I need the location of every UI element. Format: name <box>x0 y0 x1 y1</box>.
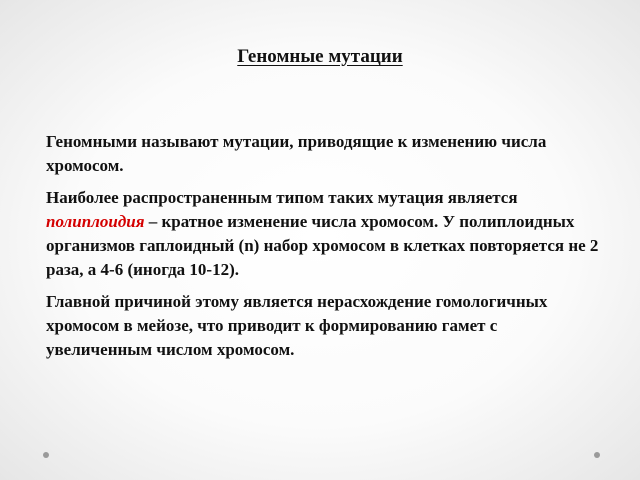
slide-corner-dot-right <box>594 452 600 458</box>
slide-body <box>46 130 606 370</box>
paragraph-polyploidy-rest: – кратное изменение числа хромосом. У полиплоидных организмов гаплоидный (n) набор хромосом в клетках повторяется не 2 раза, а 4-6 (иногда 10-12). <box>46 212 599 279</box>
paragraph-polyploidy <box>46 186 606 282</box>
slide-corner-dot-left <box>43 452 49 458</box>
paragraph-cause: Главной причиной этому является нерасхождение гомологичных хромосом в мейозе, что приводит к формированию гамет с увеличенным числом хромосом. <box>46 292 548 359</box>
slide-title: Геномные мутации <box>237 46 403 67</box>
polyploidy-term: полиплоидия <box>46 212 145 231</box>
paragraph-polyploidy-intro: Наиболее распространенным типом таких мутация является <box>46 188 518 207</box>
paragraph-definition: Геномными называют мутации, приводящие к изменению числа хромосом. <box>46 132 547 175</box>
